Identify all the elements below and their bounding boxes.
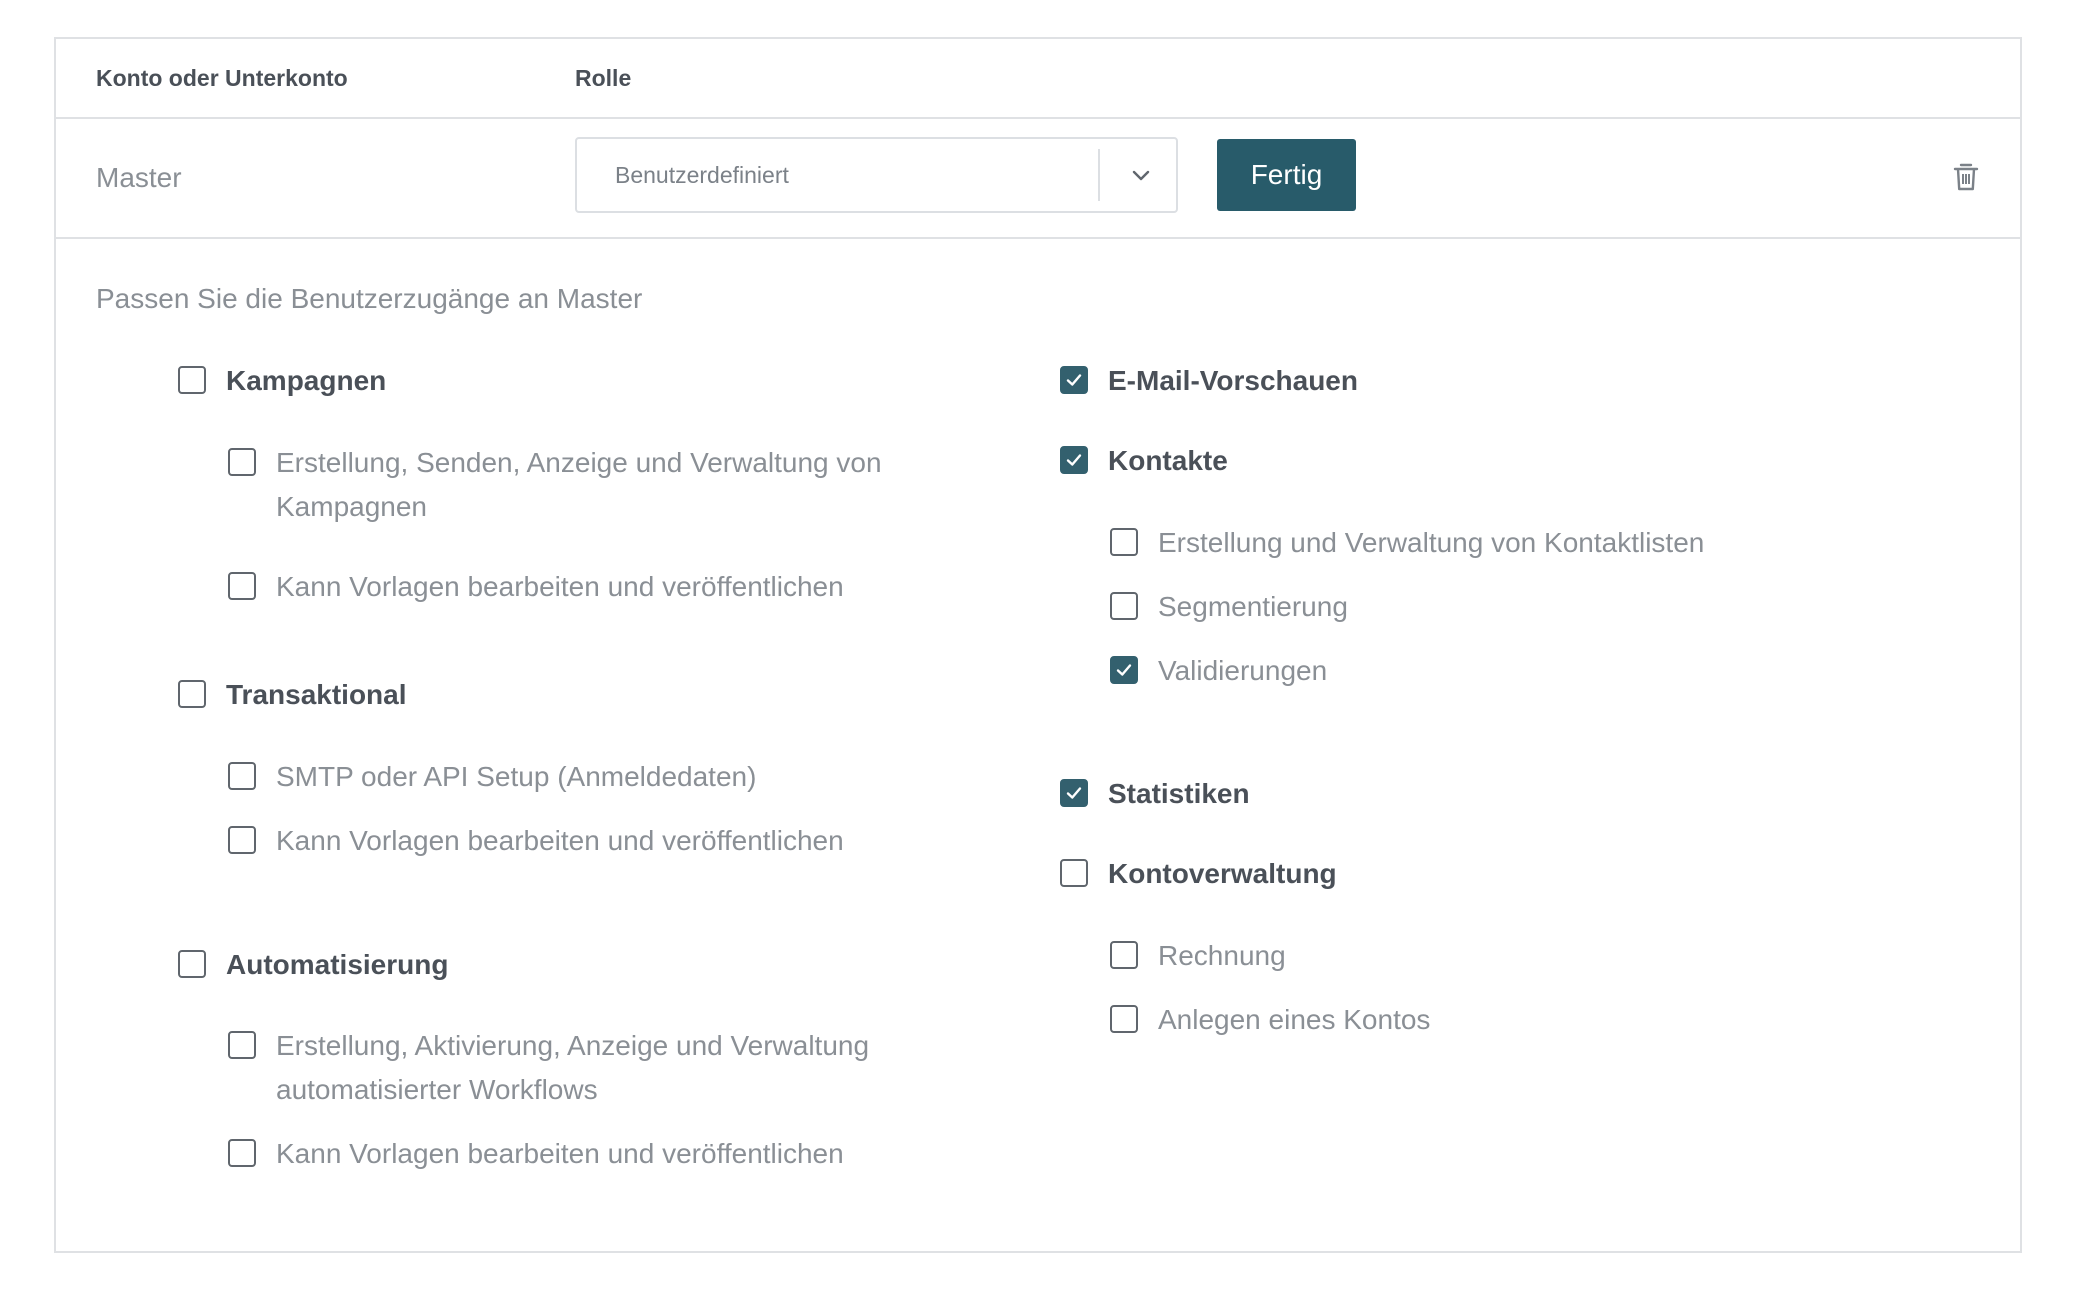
checkbox-contacts[interactable] <box>1060 439 1228 483</box>
checkbox[interactable] <box>178 680 206 708</box>
checkbox-label: Kann Vorlagen bearbeiten und veröffentlichen <box>276 1138 844 1169</box>
checkbox-label: Erstellung, Aktivierung, Anzeige und Verwaltung automatisierter Workflows <box>276 1030 870 1105</box>
checkbox-transactional[interactable] <box>178 673 407 717</box>
checkbox-label: Validierungen <box>1158 655 1328 686</box>
checkbox-label: Statistiken <box>1108 778 1250 809</box>
checkbox-label: Kann Vorlagen bearbeiten und veröffentlichen <box>276 571 844 602</box>
checkbox[interactable] <box>228 1139 256 1167</box>
checkbox[interactable] <box>228 826 256 854</box>
role-column-header: Rolle <box>575 65 632 91</box>
checkbox-label: Kann Vorlagen bearbeiten und veröffentlichen <box>276 825 844 856</box>
checkbox-label: Anlegen eines Kontos <box>1158 1004 1431 1035</box>
checkbox-statistics[interactable] <box>1060 772 1250 816</box>
checkbox-email-previews[interactable] <box>1060 359 1358 403</box>
checkbox-campaign-management[interactable] <box>228 441 908 529</box>
checkbox-create-account[interactable] <box>1110 998 1430 1042</box>
checkbox-automation[interactable] <box>178 943 448 987</box>
checkmark-icon <box>1115 661 1133 679</box>
checkbox-segmentation[interactable] <box>1110 585 1348 629</box>
checkbox[interactable] <box>178 366 206 394</box>
checkbox-campaign-templates[interactable] <box>228 565 844 609</box>
table-header <box>56 39 2020 119</box>
checkbox[interactable] <box>1060 859 1088 887</box>
checkbox-label: Segmentierung <box>1158 591 1348 622</box>
checkbox[interactable] <box>1110 528 1138 556</box>
checkbox[interactable] <box>178 950 206 978</box>
checkbox-label: Kontoverwaltung <box>1108 858 1337 889</box>
select-divider <box>1098 149 1100 201</box>
checkbox-invoice[interactable] <box>1110 934 1286 978</box>
done-button[interactable]: Fertig <box>1217 139 1356 211</box>
checkbox-automation-templates[interactable] <box>228 1132 844 1176</box>
checkbox[interactable] <box>1060 446 1088 474</box>
checkbox-campaigns[interactable] <box>178 359 386 403</box>
trash-icon[interactable] <box>1951 161 1981 193</box>
checkbox-label: Kontakte <box>1108 445 1228 476</box>
checkbox[interactable] <box>1110 656 1138 684</box>
checkbox-label: Automatisierung <box>226 949 449 980</box>
checkbox-label: Erstellung, Senden, Anzeige und Verwaltung von Kampagnen <box>276 447 882 522</box>
checkbox-transactional-templates[interactable] <box>228 819 844 863</box>
checkbox-label: E-Mail-Vorschauen <box>1108 365 1358 396</box>
checkbox[interactable] <box>228 1031 256 1059</box>
checkbox-label: Kampagnen <box>226 365 387 396</box>
checkbox[interactable] <box>1060 779 1088 807</box>
checkmark-icon <box>1065 451 1083 469</box>
account-name: Master <box>96 162 182 193</box>
checkbox[interactable] <box>228 762 256 790</box>
account-column-header: Konto oder Unterkonto <box>96 65 348 91</box>
checkbox[interactable] <box>1060 366 1088 394</box>
account-permissions-panel <box>54 37 2022 1253</box>
checkbox-label: Erstellung und Verwaltung von Kontaktlisten <box>1158 527 1705 558</box>
checkbox[interactable] <box>228 448 256 476</box>
role-select[interactable] <box>575 137 1178 213</box>
chevron-down-icon <box>1129 163 1153 187</box>
checkbox-label: Rechnung <box>1158 940 1286 971</box>
checkbox[interactable] <box>1110 941 1138 969</box>
checkbox[interactable] <box>1110 1005 1138 1033</box>
checkbox[interactable] <box>1110 592 1138 620</box>
checkbox-smtp-api-setup[interactable] <box>228 755 756 799</box>
checkbox-workflow-management[interactable] <box>228 1024 908 1112</box>
role-select-value: Benutzerdefiniert <box>615 162 789 188</box>
checkbox-label: Transaktional <box>226 679 407 710</box>
checkbox-label: SMTP oder API Setup (Anmeldedaten) <box>276 761 757 792</box>
account-row <box>56 119 2020 239</box>
permissions-title: Passen Sie die Benutzerzugänge an Master <box>96 283 643 314</box>
checkbox-account-management[interactable] <box>1060 852 1337 896</box>
checkbox-validations[interactable] <box>1110 649 1327 693</box>
checkmark-icon <box>1065 371 1083 389</box>
checkbox[interactable] <box>228 572 256 600</box>
checkbox-contact-lists[interactable] <box>1110 521 1704 565</box>
checkmark-icon <box>1065 784 1083 802</box>
